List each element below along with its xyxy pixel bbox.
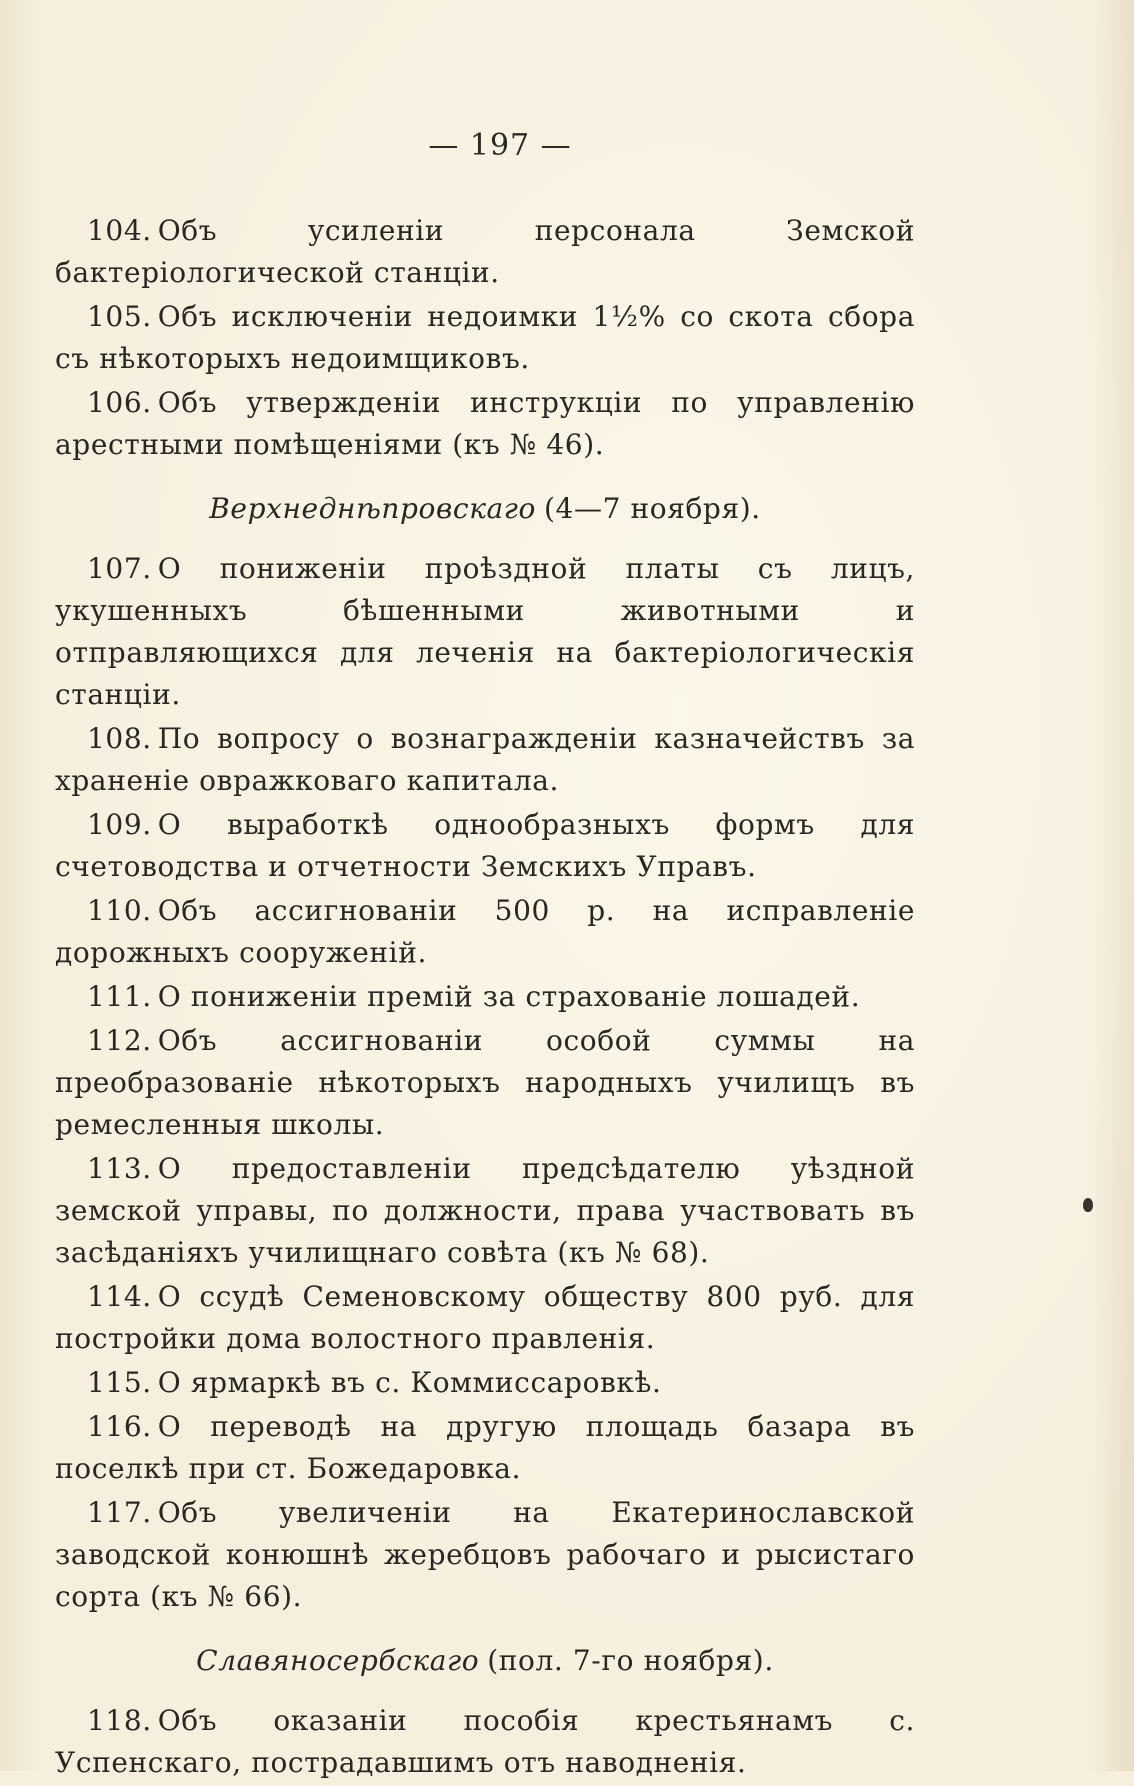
item-text: О пониженіи проѣздной платы съ лицъ, укушенныхъ бѣшенными животными и отправляющихся для леченія на бактеріологическія станціи. <box>55 552 915 711</box>
item-text: Объ оказаніи пособія крестьянамъ с. Успенскаго, пострадавшимъ отъ наводненія. <box>55 1704 915 1779</box>
item-text: О переводѣ на другую площадь базара въ поселкѣ при ст. Божедаровка. <box>55 1410 915 1485</box>
entries-group-3 <box>55 1700 915 1784</box>
item-number: 111. <box>87 980 152 1013</box>
item-text: О предоставленіи предсѣдателю уѣздной земской управы, по должности, права участвовать въ засѣданіяхъ училищнаго совѣта (къ № 68). <box>55 1152 915 1269</box>
page-content <box>55 210 915 1786</box>
item-number: 115. <box>87 1366 152 1399</box>
margin-ink-mark <box>1083 1198 1093 1212</box>
item-text: О выработкѣ однообразныхъ формъ для счетоводства и отчетности Земскихъ Управъ. <box>55 808 915 883</box>
list-item <box>55 1406 915 1490</box>
item-number: 110. <box>87 894 152 927</box>
item-text: О ссудѣ Семеновскому обществу 800 руб. для постройки дома волостного правленія. <box>55 1280 915 1355</box>
list-item <box>55 548 915 716</box>
entries-group-2 <box>55 548 915 1618</box>
item-text: Объ увеличеніи на Екатеринославской заводской конюшнѣ жеребцовъ рабочаго и рысистаго сорта (къ № 66). <box>55 1496 915 1613</box>
section-heading-1 <box>55 488 915 530</box>
list-item <box>55 890 915 974</box>
item-number: 117. <box>87 1496 152 1529</box>
list-item <box>55 382 915 466</box>
entries-group-1 <box>55 210 915 466</box>
item-text: Объ ассигнованіи особой суммы на преобразованіе нѣкоторыхъ народныхъ училищъ въ ремесленныя школы. <box>55 1024 915 1141</box>
item-number: 105. <box>87 300 152 333</box>
list-item <box>55 1362 915 1404</box>
item-number: 108. <box>87 722 152 755</box>
item-number: 107. <box>87 552 152 585</box>
list-item <box>55 1148 915 1274</box>
item-number: 113. <box>87 1152 152 1185</box>
list-item <box>55 1492 915 1618</box>
item-text: Объ усиленіи персонала Земской бактеріологической станціи. <box>55 214 915 289</box>
list-item <box>55 804 915 888</box>
item-number: 106. <box>87 386 152 419</box>
item-text: По вопросу о вознагражденіи казначействъ за храненіе овражковаго капитала. <box>55 722 915 797</box>
list-item <box>55 976 915 1018</box>
list-item <box>55 1276 915 1360</box>
item-text: Объ исключеніи недоимки 1½% со скота сбора съ нѣкоторыхъ недоимщиковъ. <box>55 300 915 375</box>
list-item <box>55 1700 915 1784</box>
item-text: Объ утвержденіи инструкціи по управленію арестными помѣщеніями (къ № 46). <box>55 386 915 461</box>
item-number: 118. <box>87 1704 152 1737</box>
item-number: 116. <box>87 1410 152 1443</box>
item-number: 104. <box>87 214 152 247</box>
page-number: — 197 — <box>428 128 572 163</box>
section-district: Верхнеднѣпровскаго <box>209 492 537 525</box>
section-heading-2 <box>55 1640 915 1682</box>
item-text: О пониженіи премій за страхованіе лошадей. <box>157 980 861 1013</box>
list-item <box>55 210 915 294</box>
section-district: Славяносербскаго <box>196 1644 480 1677</box>
item-text: Объ ассигнованіи 500 р. на исправленіе дорожныхъ сооруженій. <box>55 894 915 969</box>
item-text: О ярмаркѣ въ с. Коммиссаровкѣ. <box>157 1366 662 1399</box>
list-item <box>55 296 915 380</box>
item-number: 112. <box>87 1024 152 1057</box>
section-date: (4—7 ноября). <box>544 492 761 525</box>
list-item <box>55 718 915 802</box>
list-item <box>55 1020 915 1146</box>
item-number: 114. <box>87 1280 152 1313</box>
section-date: (пол. 7-го ноября). <box>487 1644 774 1677</box>
item-number: 109. <box>87 808 152 841</box>
